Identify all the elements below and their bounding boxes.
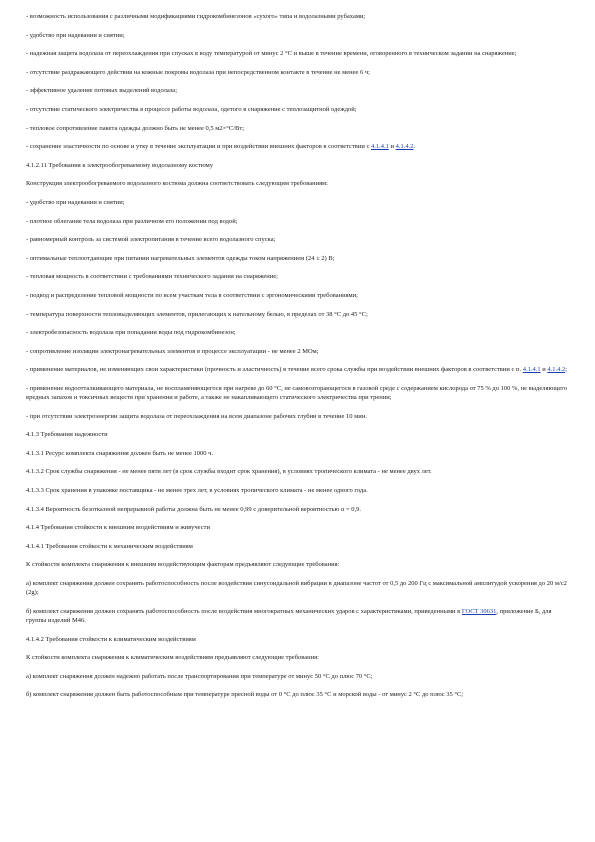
paragraph (26, 31, 569, 40)
paragraph (26, 86, 569, 95)
paragraph-text: 4.1.3.3 Срок хранения в упаковке поставщика - не менее трех лет, в условиях тропического климата - не менее одного года. (26, 487, 368, 495)
cross-reference-link[interactable]: 4.1.4.2 (547, 366, 566, 374)
paragraph (26, 486, 569, 495)
paragraph-text: - при отсутствии электроэнергии защита водолаза от переохлаждения на всем диапазоне рабочих глубин в течение 10 мин. (26, 412, 367, 420)
paragraph-text-tail: . (413, 143, 416, 151)
paragraph-text: 4.1.4 Требования стойкости к внешним воздействиям и живучести (26, 524, 210, 532)
cross-reference-link[interactable]: 4.1.4.1 (370, 143, 389, 151)
paragraph-text: - электробезопасность водолаза при попадании воды под гидрокомбинезон; (26, 329, 236, 337)
paragraph-text: 4.1.3 Требования надежности (26, 431, 108, 439)
paragraph-text: - применение водоотталкивающего материала, не воспламеняющегося при нагреве до 60 °С, не самовозгорающегося в газовой среде с содержанием кислорода от 75 % до 100 %, не выделяющего вредных запахов и токсичных веществ при хранении и работе, а также не накапливающего статического электричества при трении; (26, 384, 567, 402)
paragraph (26, 49, 569, 58)
paragraph-text-tail: ; (565, 366, 567, 374)
paragraph (26, 505, 569, 514)
paragraph (26, 384, 569, 402)
paragraph (26, 467, 569, 476)
paragraph (26, 198, 569, 207)
paragraph (26, 347, 569, 356)
paragraph (26, 179, 569, 188)
paragraph (26, 142, 569, 151)
paragraph (26, 560, 569, 569)
paragraph-text: - сопротивление изоляции электронагревательных элементов в процессе эксплуатации - не менее 2 МОм; (26, 347, 319, 355)
paragraph-text: К стойкости комплекта снаряжения к климатическим воздействиям предъявляют следующие требования: (26, 654, 319, 662)
paragraph-text: - надежная защита водолаза от переохлаждения при спусках в воду температурой от минус 2 °С и выше в течение времени, оговоренного в техническом задании на снаряжение; (26, 50, 517, 58)
paragraph (26, 607, 569, 625)
link-separator: и (540, 366, 548, 374)
paragraph-text: а) комплект снаряжения должен надежно работать после транспортирования при температуре от минус 50 °С до плюс 70 °С; (26, 672, 373, 680)
paragraph-text: б) комплект снаряжения должен сохранять работоспособность после воздействия многократных механических ударов с характеристиками, приведенными в (26, 607, 462, 615)
link-separator: и (388, 143, 396, 151)
paragraph (26, 653, 569, 662)
paragraph (26, 291, 569, 300)
paragraph-text: 4.1.4.1 Требования стойкости к механическим воздействиям (26, 542, 193, 550)
paragraph (26, 449, 569, 458)
paragraph (26, 672, 569, 681)
paragraph-text: 4.1.3.2 Срок службы снаряжения - не менее пяти лет (в срок службы входит срок хранения), в условиях тропического климата - не менее двух лет. (26, 468, 432, 476)
paragraph-text: 4.1.4.2 Требования стойкости к климатическим воздействиям (26, 635, 196, 643)
paragraph (26, 690, 569, 699)
paragraph (26, 12, 569, 21)
cross-reference-link[interactable]: ГОСТ 30631 (461, 607, 497, 615)
paragraph (26, 254, 569, 263)
paragraph (26, 328, 569, 337)
paragraph-text: - тепловое сопротивление пакета одежды должно быть не менее 0,5 м2×°С/Вт; (26, 124, 245, 132)
paragraph-text: а) комплект снаряжения должен сохранять работоспособность после воздействия синусоидальной вибрации в диапазоне частот от 0,5 до 200 Гц с максимальной амплитудой ускорения до 20 м/с2 (2g); (26, 580, 567, 597)
paragraph-text: 4.1.3.4 Вероятность безотказной непрерывной работы должна быть не менее 0,99 с доверительной вероятностью α = 0,9. (26, 505, 362, 513)
paragraph-text: К стойкости комплекта снаряжения к внешним воздействующим факторам предъявляют следующие требования: (26, 561, 340, 569)
paragraph (26, 635, 569, 644)
paragraph-text: - плотное облегание тела водолаза при различном его положении под водой; (26, 217, 238, 225)
paragraph-text: Конструкция электрообогреваемого водолазного костюма должна соответствовать следующим требованиям: (26, 180, 328, 188)
paragraph-text: - тепловая мощность в соответствии с требованиями технического задания на снаряжение; (26, 273, 278, 281)
paragraph-text: - температура поверхности тепловыделяющих элементов, прилегающих к нательному белью, в пределах от 38 °С до 45 °С; (26, 310, 368, 318)
paragraph-text: - равномерный контроль за системой электропитания в течение всего водолазного спуска; (26, 236, 276, 244)
paragraph (26, 310, 569, 319)
paragraph-text: - удобство при надевании и снятии; (26, 198, 125, 206)
paragraph (26, 430, 569, 439)
paragraph-text: - удобство при надевании и снятии; (26, 31, 125, 39)
paragraph-text: - отсутствие статического электричества в процессе работы водолаза, одетого в снаряжение с теплозащитной одеждой; (26, 105, 357, 113)
paragraph-text: 4.1.3.1 Ресурс комплекта снаряжения должен быть не менее 1000 ч. (26, 449, 214, 457)
cross-reference-link[interactable]: 4.1.4.1 (522, 366, 541, 374)
paragraph-text-tail: , приложение Б, для группы изделий М46. (26, 607, 552, 625)
paragraph (26, 68, 569, 77)
paragraph (26, 124, 569, 133)
paragraph-text: - возможность использования с различными модификациями гидрокомбинезонов «сухого» типа и водолазными рубахами; (26, 13, 366, 20)
paragraph-text: б) комплект снаряжения должен быть работоспособным при температуре пресной воды от 0 °С до плюс 35 °С и морской воды - от минус 2 °С до плюс 35 °С; (26, 691, 464, 699)
paragraph-text: 4.1.2.11 Требования к электрообогреваемому водолазному костюму (26, 161, 213, 169)
paragraph (26, 542, 569, 551)
paragraph (26, 105, 569, 114)
paragraph-text: - сохранение эластичности по основе и утку в течение эксплуатации и при воздействии внешних факторов в соответствии с (26, 143, 371, 151)
paragraph (26, 217, 569, 226)
cross-reference-link[interactable]: 4.1.4.2 (395, 143, 414, 151)
paragraph (26, 365, 569, 374)
paragraph-text: - подвод и распределение тепловой мощности по всем участкам тела в соответствии с эргономическими требованиями; (26, 291, 358, 299)
paragraph (26, 579, 569, 597)
paragraph-text: - эффективное удаление потовых выделений водолаза; (26, 87, 177, 95)
paragraph (26, 161, 569, 170)
paragraph-text: - оптимальные теплоотдающие при питании нагревательных элементов одежды током напряжением (24 ± 2) В; (26, 254, 335, 262)
paragraph-text: - применение материалов, не изменяющих свои характеристики (прочность и эластичность) в течение всего срока службы при воздействии внешних факторов в соответствии с п. (26, 366, 523, 374)
paragraph (26, 235, 569, 244)
paragraph (26, 523, 569, 532)
paragraph (26, 272, 569, 281)
paragraph (26, 412, 569, 421)
paragraph-text: - отсутствие раздражающего действия на кожные покровы водолаза при непосредственном контакте в течение не менее 6 ч; (26, 68, 370, 76)
